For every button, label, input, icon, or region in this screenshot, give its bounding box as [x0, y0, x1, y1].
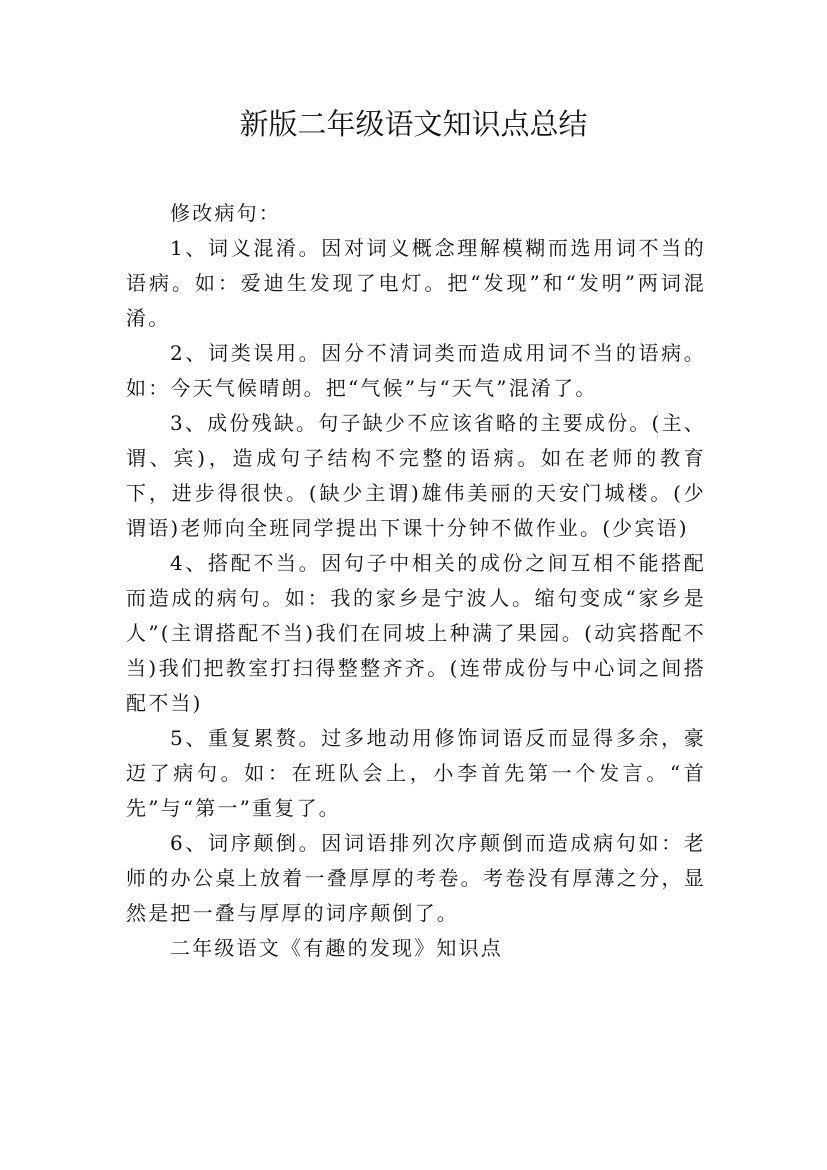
paragraph-item-5: 5、重复累赘。过多地动用修饰词语反而显得多余，豪迈了病句。如：在班队会上，小李首先第一个发言。“首先”与“第一”重复了。	[126, 726, 706, 820]
paragraph-item-1: 1、词义混淆。因对词义概念理解模糊而选用词不当的语病。如：爱迪生发现了电灯。把“发现”和“发明”两词混淆。	[126, 236, 706, 330]
paragraph-item-4: 4、搭配不当。因句子中相关的成份之间互相不能搭配而造成的病句。如：我的家乡是宁波人。缩句变成“家乡是人”(主谓搭配不当)我们在同坡上种满了果园。(动宾搭配不当)我们把教室打扫得整整齐齐。(连带成份与中心词之间搭配不当)	[126, 551, 706, 715]
document-body	[126, 196, 706, 966]
section-heading-sentence-correction: 修改病句：	[170, 201, 281, 225]
document-title: 新版二年级语文知识点总结	[239, 107, 588, 141]
paragraph-item-6: 6、词序颠倒。因词语排列次序颠倒而造成病句如：老师的办公桌上放着一叠厚厚的考卷。考卷没有厚薄之分，显然是把一叠与厚厚的词序颠倒了。	[126, 831, 706, 925]
section-heading-interesting-discovery: 二年级语文《有趣的发现》知识点	[170, 936, 503, 960]
paragraph-item-2: 2、词类误用。因分不清词类而造成用词不当的语病。如：今天气候晴朗。把“气候”与“天气”混淆了。	[126, 341, 706, 400]
paragraph-item-3: 3、成份残缺。句子缺少不应该省略的主要成份。(主、谓、宾)，造成句子结构不完整的语病。如在老师的教育下，进步得很快。(缺少主谓)雄伟美丽的天安门城楼。(少谓语)老师向全班同学提出下课十分钟不做作业。(少宾语)	[126, 411, 706, 540]
